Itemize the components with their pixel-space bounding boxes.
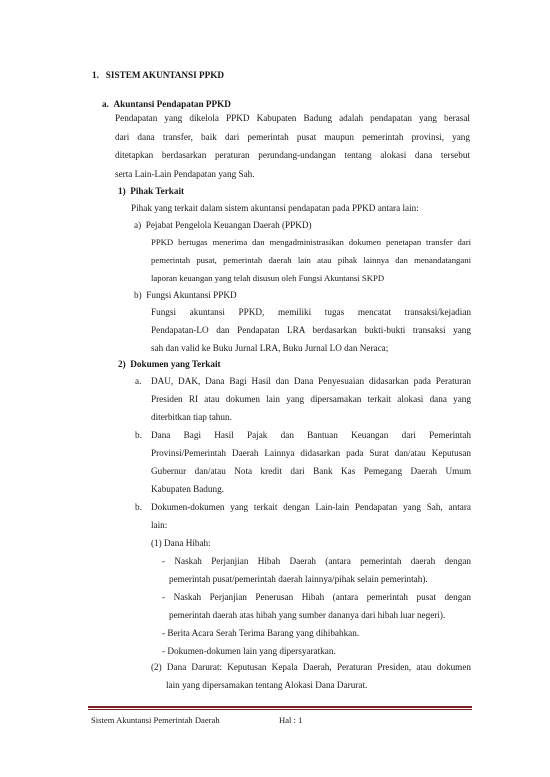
pihak-item-a-line: pemerintah pusat, pemerintah daerah lain atau pihak lainnya dan menandatangani [151, 255, 471, 265]
pihak-item-b-line: sah dan valid ke Buku Jurnal LRA, Buku Jurnal LO dan Neraca; [151, 343, 389, 353]
dokumen-item-line: Dokumen-dokumen yang terkait dengan Lain-lain Pendapatan yang Sah, antara [151, 502, 471, 512]
darurat-line: lain yang dipersamakan tentang Alokasi Dana Darurat. [166, 680, 368, 690]
hibah-item-line: pemerintah pusat/pemerintah daerah lainnya/pihak selain pemerintah). [169, 574, 428, 584]
dokumen-item-line: diterbitkan tiap tahun. [151, 412, 232, 422]
paragraph-line: ditetapkan berdasarkan peraturan perundang-undangan tentang alokasi dana tersebut [115, 150, 470, 160]
pihak-item-a-line: laporan keuangan yang telah disusun oleh Fungsi Akuntansi SKPD [151, 273, 385, 283]
dokumen-item-line: Dana Bagi Hasil Pajak dan Bantuan Keuangan dari Pemerintah [151, 430, 471, 440]
dokumen-item-line: DAU, DAK, Dana Bagi Hasil dan Dana Penyesuaian didasarkan pada Peraturan [151, 376, 471, 386]
section-heading: 1. SISTEM AKUNTANSI PPKD [92, 70, 225, 80]
hibah-item-line: - Naskah Perjanjian Hibah Daerah (antara pemerintah daerah dengan [162, 556, 471, 566]
pihak-item-a-title: a) Pejabat Pengelola Keuangan Daerah (PPKD) [134, 220, 312, 230]
pihak-item-b-line: Pendapatan-LO dan Pendapatan LRA berdasarkan bukti-bukti transaksi yang [151, 325, 471, 335]
dokumen-title: 2) Dokumen yang Terkait [118, 359, 221, 369]
footer-rule-thin [88, 709, 472, 710]
hibah-item-line: - Dokumen-dokumen lain yang dipersyaratkan. [162, 646, 336, 656]
dokumen-item-line: Provinsi/Pemerintah Daerah Lainnya didasarkan pada Surat dan/atau Keputusan [151, 448, 471, 458]
footer-rule [88, 706, 472, 708]
hibah-title: (1) Dana Hibah: [151, 538, 211, 548]
subsection-title: a. Akuntansi Pendapatan PPKD [102, 99, 231, 109]
dokumen-item-line: lain: [151, 520, 168, 530]
dokumen-item-line: Kabupaten Badung. [151, 484, 224, 494]
paragraph-line: Pendapatan yang dikelola PPKD Kabupaten Badung adalah pendapatan yang berasal [115, 113, 470, 123]
paragraph-line: dari dana transfer, baik dari pemerintah pusat maupun pemerintah provinsi, yang [115, 132, 470, 142]
pihak-item-b-line: Fungsi akuntansi PPKD, memiliki tugas mencatat transaksi/kejadian [151, 307, 471, 317]
pihak-item-a-line: PPKD bertugas menerima dan mengadministrasikan dokumen penetapan transfer dari [151, 237, 471, 247]
footer-title: Sistem Akuntansi Pemerintah Daerah [91, 715, 220, 725]
pihak-intro: Pihak yang terkait dalam sistem akuntansi pendapatan pada PPKD antara lain: [131, 203, 419, 213]
hibah-item-line: - Naskah Perjanjian Penerusan Hibah (antara pemerintah pusat dengan [162, 592, 471, 602]
pihak-title: 1) Pihak Terkait [118, 186, 185, 196]
dokumen-item-label: b. [135, 502, 142, 512]
dokumen-item-label: b. [135, 430, 142, 440]
pihak-item-b-title: b) Fungsi Akuntansi PPKD [134, 290, 237, 300]
hibah-item-line: pemerintah daerah atas hibah yang sumber dananya dari hibah luar negeri). [169, 610, 446, 620]
darurat-line: (2) Dana Darurat: Keputusan Kepala Daerah, Peraturan Presiden, atau dokumen [151, 662, 471, 672]
dokumen-item-line: Presiden RI atau dokumen lain yang dipersamakan terkait alokasi dana yang [151, 394, 471, 404]
dokumen-item-line: Gubernur dan/atau Nota kredit dari Bank Kas Pemegang Daerah Umum [151, 466, 471, 476]
footer-page-number: Hal : 1 [279, 715, 303, 725]
dokumen-item-label: a. [135, 376, 142, 386]
paragraph-line: serta Lain-Lain Pendapatan yang Sah. [115, 169, 255, 179]
hibah-item-line: - Berita Acara Serah Terima Barang yang dihibahkan. [162, 628, 360, 638]
